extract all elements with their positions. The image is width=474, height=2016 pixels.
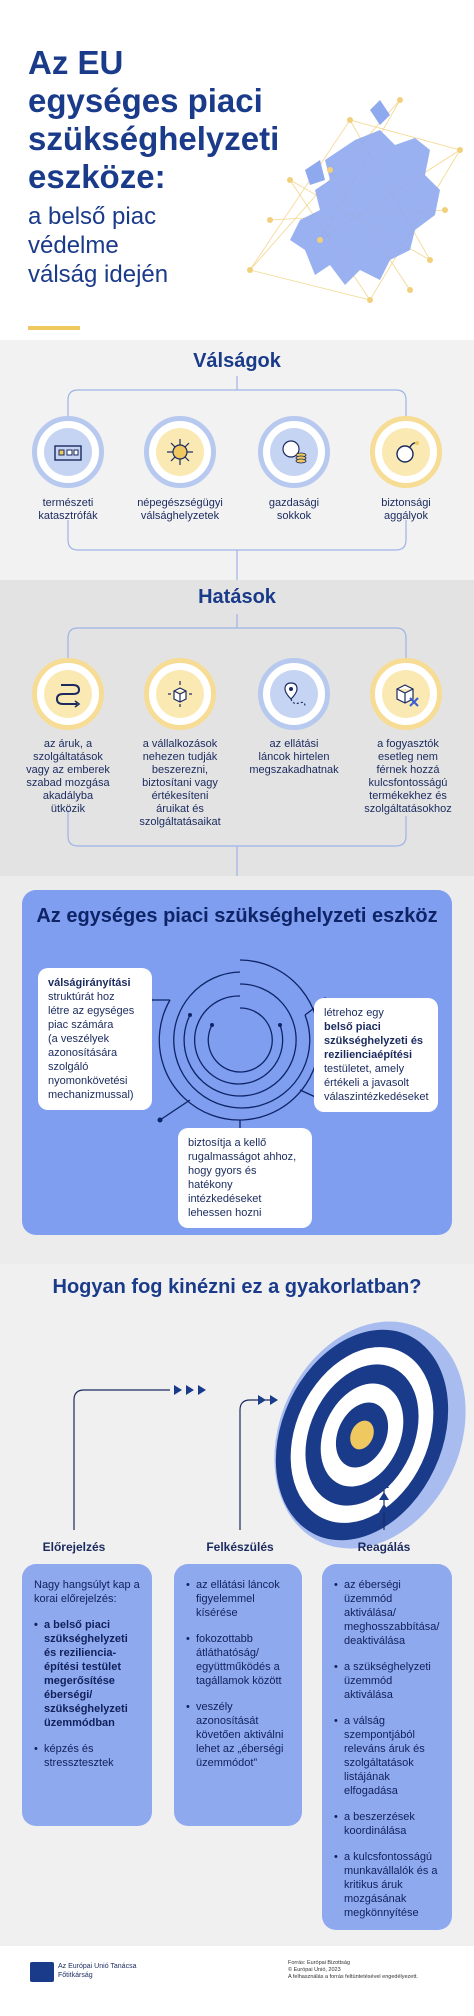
label-line: nehezen tudják: [142, 751, 218, 763]
virus-icon: [156, 428, 204, 476]
crisis-label: [238, 497, 350, 523]
card-intro: Nagy hangsúlyt kap a korai előrejelzés:: [34, 1579, 140, 1605]
card-line: struktúrát hoz: [48, 991, 115, 1003]
label-line: katasztrófák: [38, 510, 98, 522]
crisis-label: [120, 497, 240, 523]
subtitle-line: védelme: [28, 232, 119, 259]
coins-chart-icon: [270, 428, 318, 476]
response-card: [322, 1564, 452, 1930]
label-line: természeti: [42, 497, 94, 509]
blocked-path-icon: [44, 670, 92, 718]
org-line: Főtitkárság: [58, 1972, 93, 1979]
column-head-preparation: Felkészülés: [206, 1540, 274, 1554]
practice-title: Hogyan fog kinézni ez a gyakorlatban?: [52, 1276, 422, 1298]
label-line: áruikat és: [156, 803, 204, 815]
label-line: termékekhez és: [369, 790, 447, 802]
circuit-rings-icon: [150, 940, 330, 1140]
effect-label: [350, 738, 466, 816]
card-line: biztosítja a kellő: [188, 1137, 267, 1149]
label-line: szolgáltatások: [33, 751, 103, 763]
label-line: válsághelyzetek: [140, 510, 220, 522]
title-line: Az EU: [28, 44, 124, 81]
label-line: biztonsági: [381, 497, 431, 509]
box-arrows-icon: [156, 670, 204, 718]
org-line: Az Európai Unió Tanácsa: [58, 1963, 137, 1970]
label-line: beszerezni,: [151, 764, 209, 776]
label-line: az ellátási: [269, 738, 319, 750]
card-line: szükséghelyzeti és: [324, 1035, 424, 1047]
accent-divider: [28, 326, 80, 330]
card-line: belső piaci: [324, 1021, 381, 1033]
list-item: • fokozottabb átláthatóság/ együttműködés a tagállamok között: [186, 1632, 290, 1688]
card-line: rugalmasságot ahhoz,: [188, 1151, 297, 1163]
response-list: [334, 1578, 440, 1920]
label-line: értékesíteni: [151, 790, 209, 802]
source-line: A felhasználás a forrás feltüntetésével engedélyezett.: [288, 1974, 418, 1980]
bomb-icon: [382, 428, 430, 476]
crisis-circle: [370, 416, 442, 488]
label-line: gazdasági: [268, 497, 320, 509]
card-line: válságirányítási: [48, 977, 131, 989]
label-line: esetleg nem: [378, 751, 438, 763]
list-item: • képzés és stressztesztek: [34, 1742, 140, 1770]
effect-circle: [32, 658, 104, 730]
label-line: szolgáltatásaikat: [139, 816, 221, 828]
council-logo-icon: [30, 1962, 54, 1982]
forecast-card: [22, 1564, 152, 1826]
card-line: mechanizmussal): [48, 1089, 134, 1101]
list-item: • a beszerzések koordinálása: [334, 1810, 440, 1838]
preparation-card: [174, 1564, 302, 1826]
list-item: • a válság szempontjából releváns áruk és szolgáltatások listájának elfogadása: [334, 1714, 440, 1798]
source-line: Forrás: Európai Bizottság: [288, 1960, 351, 1966]
label-line: az áruk, a: [43, 738, 93, 750]
label-line: megszakadhatnak: [249, 764, 339, 776]
card-line: szolgáló: [48, 1061, 89, 1073]
tool-card-board: [314, 998, 438, 1112]
forecast-list: [34, 1618, 140, 1770]
label-line: szabad mozgása: [26, 777, 110, 789]
crisis-circle: [144, 416, 216, 488]
label-line: sokkok: [276, 510, 312, 522]
label-line: akadályba: [42, 790, 94, 802]
eu-network-map-icon: [230, 90, 474, 320]
label-line: szolgáltatásokhoz: [364, 803, 452, 815]
effect-label: [122, 738, 238, 829]
crisis-label: [12, 497, 124, 523]
effect-circle: [370, 658, 442, 730]
title-line: eszköze:: [28, 158, 166, 195]
tool-title: Az egységes piaci szükséghelyzeti eszköz: [36, 905, 438, 927]
card-line: intézkedéseket: [188, 1193, 262, 1205]
effect-circle: [144, 658, 216, 730]
label-line: férnek hozzá: [376, 764, 440, 776]
card-line: létre az egységes: [48, 1005, 135, 1017]
crisis-label: [350, 497, 462, 523]
tool-card-flexibility: [178, 1128, 312, 1228]
label-line: a vállalkozások: [142, 738, 218, 750]
list-item: • a kulcsfontosságú munkavállalók és a kritikus áruk mozgásának megkönnyítése: [334, 1850, 440, 1920]
effect-circle: [258, 658, 330, 730]
subtitle-line: válság idején: [28, 261, 169, 288]
page-subtitle: [28, 202, 258, 289]
source-line: © Európai Unió, 2023: [288, 1967, 341, 1973]
list-item: • az éberségi üzemmód aktiválása/ meghosszabbítása/ deaktiválása: [334, 1578, 440, 1648]
card-line: rezilienciaépítési: [324, 1049, 413, 1061]
card-line: értékeli a javasolt: [324, 1077, 409, 1089]
subtitle-line: a belső piac: [28, 203, 157, 230]
footer-org: [58, 1962, 158, 1980]
column-head-forecast: Előrejelzés: [42, 1540, 106, 1554]
crisis-circle: [32, 416, 104, 488]
label-line: a fogyasztók: [377, 738, 439, 750]
list-item: • a belső piaci szükséghelyzeti és rezilienciaépítési testület megerősítése éberségi/ szükséghelyzeti üzemmódban: [34, 1618, 140, 1730]
preparation-list: [186, 1578, 290, 1770]
label-line: kulcsfontosságú: [368, 777, 448, 789]
practice-connector-lines: [0, 1380, 474, 1530]
label-line: láncok hirtelen: [258, 751, 330, 763]
factory-icon: [44, 428, 92, 476]
label-line: ütközik: [50, 803, 86, 815]
column-head-response: Reagálás: [357, 1540, 411, 1554]
box-cross-icon: [382, 670, 430, 718]
label-line: népegészségügyi: [137, 497, 223, 509]
crises-title: Válságok: [193, 350, 281, 372]
label-line: vagy az emberek: [26, 764, 110, 776]
card-line: piac számára: [48, 1019, 114, 1031]
card-line: válaszintézkedéseket: [324, 1091, 429, 1103]
tool-card-structure: [38, 968, 152, 1110]
list-item: • a szükséghelyzeti üzemmód aktiválása: [334, 1660, 440, 1702]
effects-title: Hatások: [198, 586, 276, 608]
card-line: lehessen hozni: [188, 1207, 262, 1219]
effect-label: [12, 738, 124, 816]
card-line: (a veszélyek: [48, 1033, 110, 1045]
card-line: létrehoz egy: [324, 1007, 384, 1019]
crisis-circle: [258, 416, 330, 488]
card-line: testületet, amely: [324, 1063, 405, 1075]
title-line: szükséghelyzeti: [28, 120, 280, 157]
footer-source: [288, 1960, 458, 1981]
footer: [0, 1946, 474, 2016]
effect-label: [238, 738, 350, 777]
card-line: azonosítására: [48, 1047, 118, 1059]
list-item: • az ellátási láncok figyelemmel kísérése: [186, 1578, 290, 1620]
card-line: nyomonkövetési: [48, 1075, 128, 1087]
label-line: aggályok: [383, 510, 429, 522]
route-pin-icon: [270, 670, 318, 718]
label-line: biztosítani vagy: [142, 777, 218, 789]
card-line: hogy gyors és hatékony: [188, 1165, 257, 1191]
title-line: egységes piaci: [28, 82, 263, 119]
list-item: • veszély azonosítását követően aktiválni lehet az „éberségi üzemmódot”: [186, 1700, 290, 1770]
